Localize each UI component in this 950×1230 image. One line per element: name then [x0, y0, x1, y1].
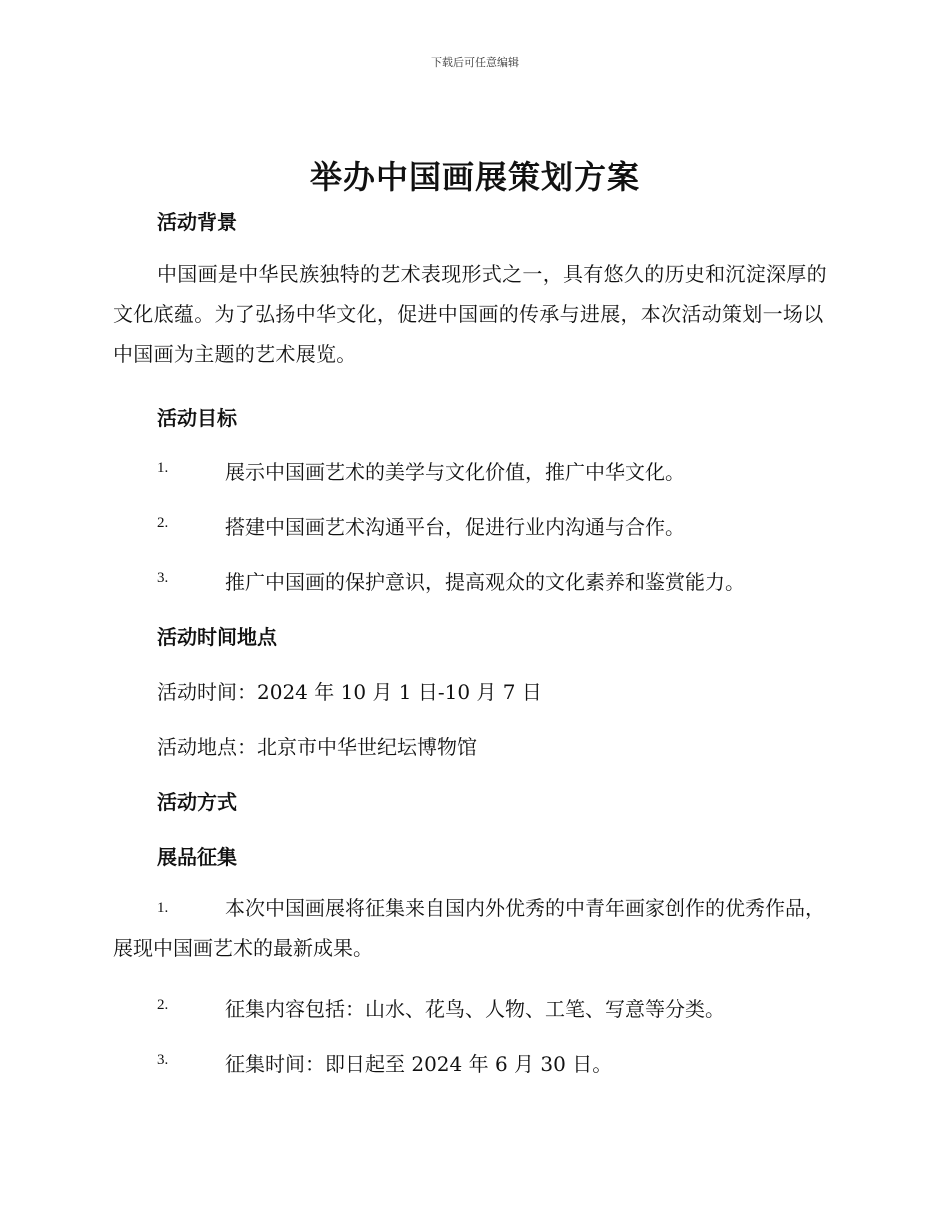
list-text: 推广中国画的保护意识，提高观众的文化素养和鉴赏能力。 — [225, 570, 745, 594]
event-place: 活动地点：北京市中华世纪坛博物馆 — [157, 735, 477, 759]
section-heading-background: 活动背景 — [157, 210, 237, 234]
list-text: 征集内容包括：山水、花鸟、人物、工笔、写意等分类。 — [225, 997, 725, 1021]
list-number: 2. — [157, 515, 169, 531]
list-text: 展示中国画艺术的美学与文化价值，推广中华文化。 — [225, 460, 685, 484]
list-number: 1. — [157, 900, 169, 916]
collection-item — [157, 993, 833, 1022]
goal-item — [157, 566, 833, 595]
section-heading-time-place: 活动时间地点 — [157, 625, 277, 649]
list-number: 2. — [157, 997, 169, 1013]
background-paragraph: 中国画是中华民族独特的艺术表现形式之一，具有悠久的历史和沉淀深厚的文化底蕴。为了弘扬中华文化，促进中国画的传承与进展，本次活动策划一场以中国画为主题的艺术展览。 — [113, 262, 827, 366]
section-heading-goals: 活动目标 — [157, 406, 237, 430]
goal-item — [157, 456, 833, 485]
list-text: 本次中国画展将征集来自国内外优秀的中青年画家创作的优秀作品，展现中国画艺术的最新成果。 — [113, 896, 825, 960]
collection-item — [157, 1048, 833, 1077]
event-time: 活动时间：2024 年 10 月 1 日-10 月 7 日 — [157, 680, 542, 704]
list-number: 3. — [157, 570, 169, 586]
list-number: 3. — [157, 1052, 169, 1068]
list-text: 搭建中国画艺术沟通平台，促进行业内沟通与合作。 — [225, 515, 685, 539]
list-number: 1. — [157, 460, 169, 476]
header-note: 下载后可任意编辑 — [431, 56, 519, 69]
document-title: 举办中国画展策划方案 — [309, 158, 640, 196]
list-text: 征集时间：即日起至 2024 年 6 月 30 日。 — [225, 1052, 613, 1076]
section-heading-collection: 展品征集 — [157, 845, 237, 869]
collection-item — [113, 888, 833, 968]
section-heading-method: 活动方式 — [157, 790, 237, 814]
goal-item — [157, 511, 833, 540]
